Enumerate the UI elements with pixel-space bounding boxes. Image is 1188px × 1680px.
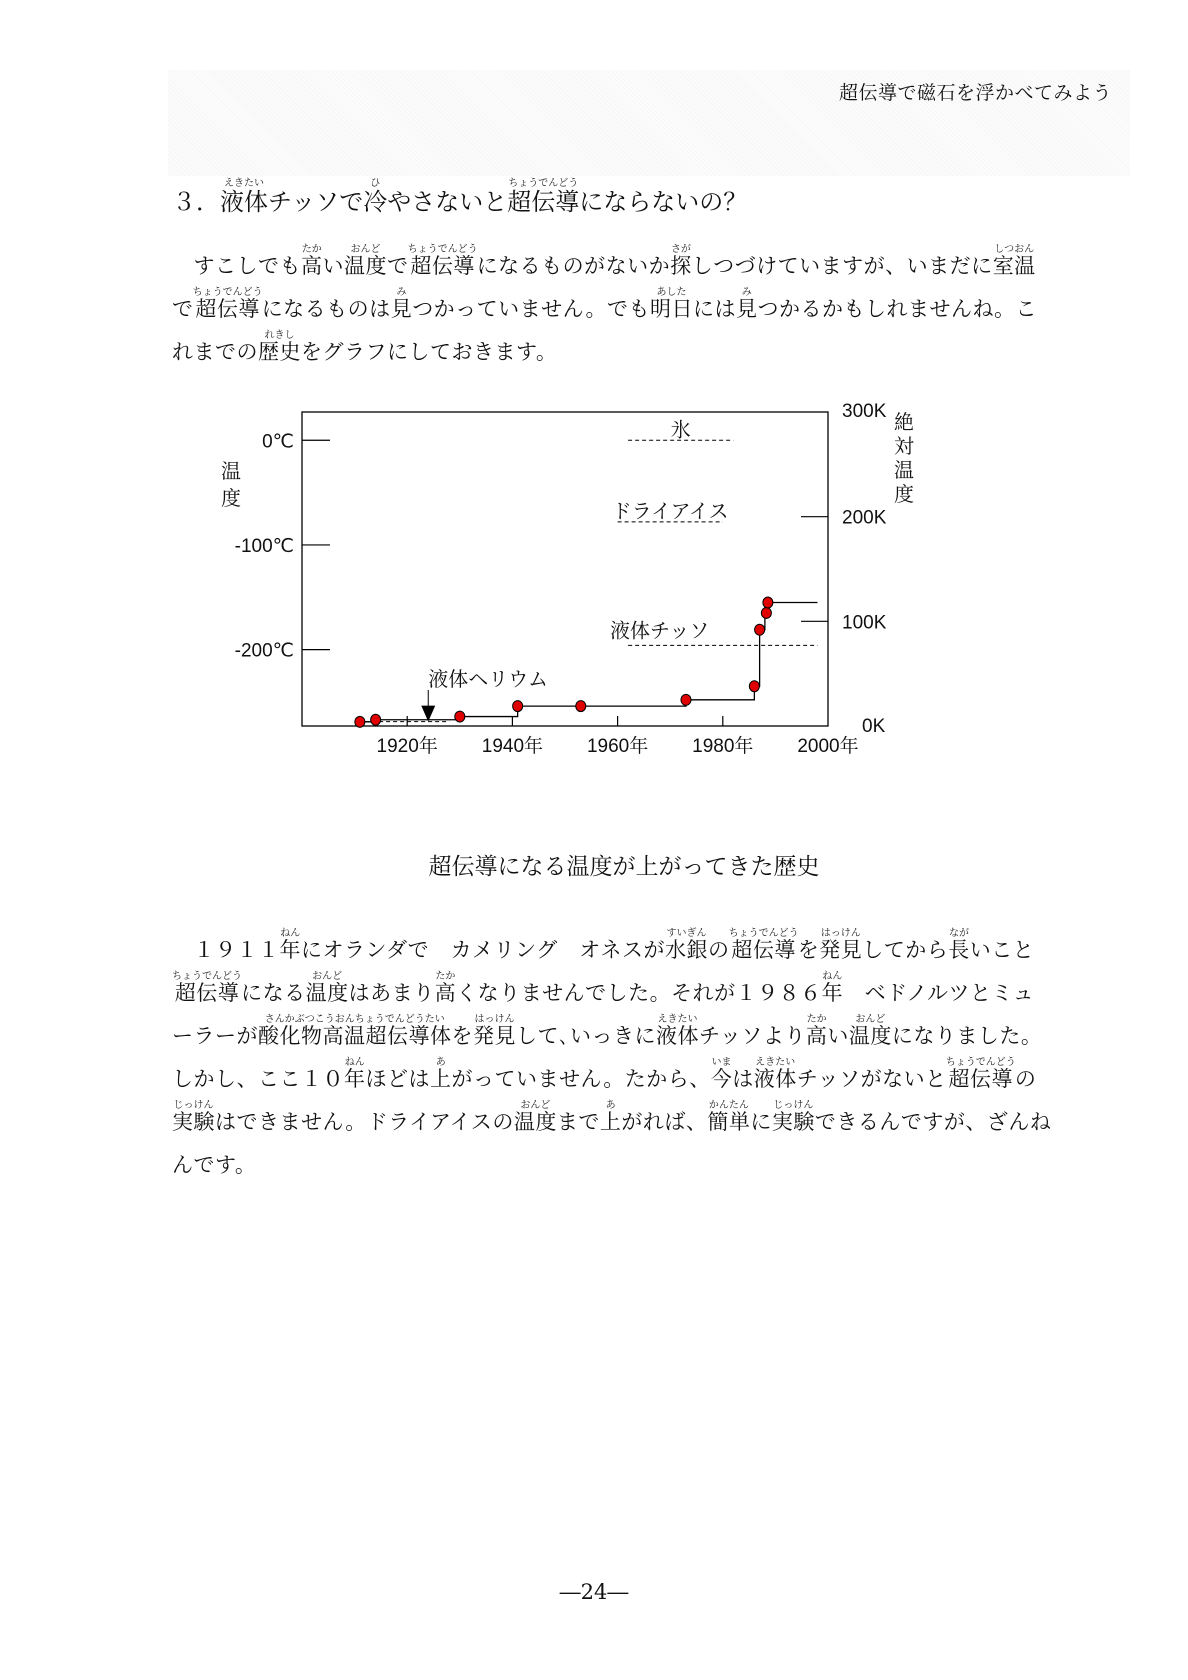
furigana: ねん — [821, 971, 844, 982]
ruby-word: 今いま — [710, 1057, 733, 1091]
furigana: ちょうでんどう — [192, 287, 263, 298]
furigana: えきたい — [220, 178, 268, 189]
text-run: しつづけていますが、いまだに — [691, 254, 993, 278]
ruby-word: 長なが — [948, 928, 970, 962]
ruby-word: 年ねん — [821, 971, 844, 1005]
text-run: はあまり — [348, 981, 435, 1005]
furigana: たか — [805, 1014, 828, 1025]
furigana: み — [390, 287, 413, 298]
data-point — [761, 607, 771, 618]
left-axis-label-char: 温 — [221, 459, 241, 483]
ruby-word: 超伝導ちょうでんどう — [728, 928, 799, 962]
right-axis-tick-label: 200K — [842, 507, 887, 529]
furigana: ちょうでんどう — [945, 1057, 1016, 1068]
left-axis-tick-label: -200℃ — [234, 640, 294, 662]
furigana: はっけん — [473, 1014, 516, 1025]
text-run: をグラフにしておきます。 — [301, 340, 558, 364]
right-axis-tick-label: 300K — [842, 401, 887, 422]
ruby-word: 液体えきたい — [220, 178, 268, 216]
ruby-word: 上あ — [430, 1057, 452, 1091]
ruby-word: 実験じっけん — [172, 1100, 215, 1134]
x-axis-tick-label: 1960年 — [586, 736, 649, 757]
text-run: にならないの？ — [579, 188, 748, 216]
text-run: チッソで — [268, 188, 364, 216]
ruby-word: 温度おんど — [344, 244, 387, 278]
ruby-word: 液体えきたい — [753, 1057, 797, 1091]
text-run: ほどは — [365, 1067, 430, 1091]
furigana: ちょうでんどう — [407, 244, 478, 255]
text-run: すこしでも — [172, 254, 301, 278]
ruby-word: 明日あした — [649, 287, 693, 321]
text-run: まで — [556, 1110, 600, 1134]
text-run: になる — [241, 981, 306, 1005]
left-axis-tick-label: -100℃ — [234, 535, 294, 557]
text-run: いこと — [969, 938, 1035, 962]
text-run: は — [732, 1067, 754, 1091]
ruby-word: 高たか — [301, 244, 323, 278]
ruby-word: 発見はっけん — [819, 928, 863, 962]
header-title: 超伝導で磁石を浮かべてみよう — [838, 82, 1112, 104]
furigana: じっけん — [771, 1100, 815, 1111]
data-point — [455, 711, 465, 722]
data-point — [749, 681, 759, 692]
text-run: つかるかもしれませんね。これまでの — [172, 297, 1037, 364]
reference-line-label: 氷 — [670, 417, 691, 442]
furigana: かんたん — [707, 1100, 751, 1111]
text-run: して､いっきに — [516, 1024, 656, 1048]
ruby-word: 超伝導ちょうでんどう — [507, 178, 580, 216]
ruby-word: 温度おんど — [305, 971, 349, 1005]
furigana: ちょうでんどう — [172, 971, 242, 982]
data-point — [763, 597, 773, 608]
text-run: で — [387, 254, 409, 278]
ruby-word: 実験じっけん — [771, 1100, 815, 1134]
ruby-word: 見み — [735, 287, 758, 321]
right-axis-label-char: 対 — [894, 434, 914, 458]
furigana: いま — [710, 1057, 733, 1068]
ruby-word: 液体えきたい — [656, 1014, 699, 1048]
text-run: つかっていません。でも — [412, 297, 650, 321]
text-run: ベドノルツとミューラーが — [172, 981, 1035, 1048]
furigana: はっけん — [819, 928, 863, 939]
chart-caption: 超伝導になる温度が上がってきた歴史 — [428, 854, 820, 880]
plot-frame — [302, 412, 828, 726]
reference-line-label: 液体チッソ — [609, 618, 710, 643]
text-run: を — [451, 1024, 473, 1048]
left-axis-label-char: 度 — [221, 486, 241, 510]
furigana: えきたい — [656, 1014, 699, 1025]
ruby-word: 歴史れきし — [258, 330, 301, 364]
right-axis-label-char: 温 — [894, 458, 914, 482]
text-run: にオランダで カメリング オネスが — [301, 938, 666, 962]
ruby-word: 水銀すいぎん — [665, 928, 709, 962]
ruby-word: 酸化物高温超伝導体さんかぶつこうおんちょうでんどうたい — [258, 1014, 452, 1048]
ruby-word: 超伝導ちょうでんどう — [192, 287, 263, 321]
text-run: を — [797, 938, 820, 962]
text-run: には — [692, 297, 736, 321]
ruby-word: 見み — [390, 287, 413, 321]
ruby-word: 冷ひ — [363, 178, 388, 216]
right-axis-tick-label: 0K — [862, 716, 886, 737]
furigana: ねん — [344, 1057, 366, 1068]
data-point — [371, 714, 381, 725]
ruby-word: 探さが — [670, 244, 692, 278]
ruby-word: 簡単かんたん — [707, 1100, 751, 1134]
ruby-word: 年ねん — [344, 1057, 366, 1091]
text-run: がれば、 — [621, 1110, 708, 1134]
ruby-word: 発見はっけん — [473, 1014, 516, 1048]
furigana: ちょうでんどう — [728, 928, 799, 939]
text-run: になりました。しかし、ここ１０ — [172, 1024, 1043, 1091]
ruby-word: 超伝導ちょうでんどう — [407, 244, 478, 278]
x-axis-tick-label: 1920年 — [376, 736, 438, 757]
ruby-word: 超伝導ちょうでんどう — [172, 971, 242, 1005]
left-axis-tick-label: 0℃ — [262, 431, 294, 453]
furigana: あ — [599, 1100, 622, 1111]
x-axis-tick-label: 2000年 — [797, 736, 859, 757]
text-run: の — [708, 938, 730, 962]
section-number: ３． — [172, 188, 220, 216]
text-run: がっていません。たから、 — [451, 1067, 711, 1091]
furigana: なが — [948, 928, 970, 939]
furigana: おんど — [305, 971, 349, 982]
text-run: してから — [862, 938, 949, 962]
data-point — [681, 694, 691, 705]
text-run: やさないと — [387, 188, 508, 216]
annotation-label: 液体ヘリウム — [428, 667, 549, 691]
text-run: できるんですが、ざんねんです。 — [172, 1110, 1052, 1177]
text-run: に — [750, 1110, 772, 1134]
ruby-word: 温度おんど — [848, 1014, 892, 1048]
ruby-word: 高たか — [434, 971, 457, 1005]
furigana: れきし — [258, 330, 301, 341]
furigana: えきたい — [753, 1057, 797, 1068]
ruby-word: 室温しつおん — [992, 244, 1036, 278]
history-paragraph — [172, 928, 1052, 1187]
furigana: たか — [301, 244, 323, 255]
x-axis-tick-label: 1940年 — [481, 736, 544, 757]
furigana: さが — [670, 244, 692, 255]
x-axis-tick-label: 1980年 — [692, 736, 754, 757]
furigana: おんど — [848, 1014, 892, 1025]
ruby-word: 超伝導ちょうでんどう — [945, 1057, 1016, 1091]
furigana: じっけん — [172, 1100, 215, 1111]
furigana: あ — [430, 1057, 452, 1068]
text-run: チッソがないと — [796, 1067, 947, 1091]
furigana: あした — [649, 287, 693, 298]
data-point — [513, 701, 523, 712]
text-run: １９１１ — [172, 938, 280, 962]
text-run: になるものは — [261, 297, 391, 321]
ruby-word: 温度おんど — [513, 1100, 557, 1134]
text-run: チッソより — [699, 1024, 806, 1048]
data-point — [355, 716, 365, 727]
text-run: になるものがないか — [476, 254, 671, 278]
reference-line-label: ドライアイス — [611, 498, 729, 523]
text-run: い — [827, 1024, 849, 1048]
furigana: さんかぶつこうおんちょうでんどうたい — [258, 1014, 452, 1025]
furigana: おんど — [513, 1100, 557, 1111]
ruby-word: 上あ — [599, 1100, 622, 1134]
page-number: ―24― — [559, 1580, 629, 1604]
right-axis-label-char: 絶 — [894, 410, 914, 434]
text-run: はできません。ドライアイスの — [215, 1110, 514, 1134]
ruby-word: 年ねん — [279, 928, 301, 962]
furigana: たか — [434, 971, 457, 982]
text-run: い — [322, 254, 344, 278]
ruby-word: 高たか — [805, 1014, 828, 1048]
furigana: おんど — [344, 244, 387, 255]
text-run: の — [1014, 1067, 1037, 1091]
right-axis-label-char: 度 — [894, 482, 914, 506]
data-point — [755, 624, 765, 635]
right-axis-tick-label: 100K — [842, 612, 887, 634]
furigana: ちょうでんどう — [507, 178, 580, 189]
text-run: くなりませんでした。それが１９８６ — [456, 981, 822, 1005]
furigana: ひ — [363, 178, 388, 189]
furigana: ねん — [279, 928, 301, 939]
data-point — [576, 701, 586, 712]
furigana: しつおん — [992, 244, 1036, 255]
furigana: み — [735, 287, 758, 298]
furigana: すいぎん — [665, 928, 709, 939]
text-run: で — [172, 297, 194, 321]
